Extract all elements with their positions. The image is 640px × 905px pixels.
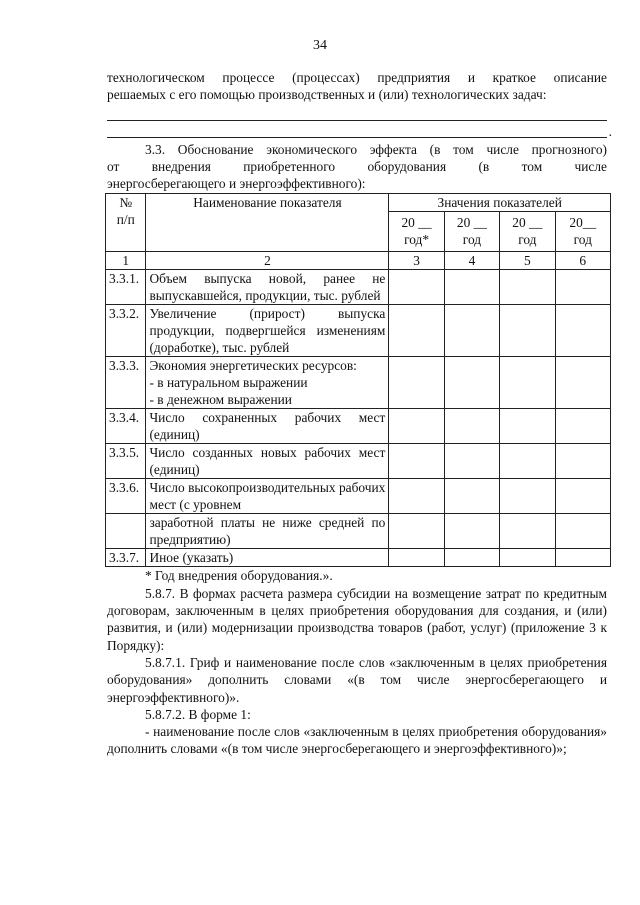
value-cell: [389, 305, 444, 357]
document-body: [107, 69, 607, 758]
fill-in-line-1: [107, 104, 607, 121]
value-cell: [444, 444, 499, 479]
row-indicator-name-line: Экономия энергетических ресурсов:: [149, 358, 357, 374]
value-cell: [500, 409, 555, 444]
page-number: 34: [313, 38, 327, 53]
value-cell: [444, 305, 499, 357]
value-cell: [389, 549, 444, 567]
value-cell: [444, 357, 499, 409]
value-cell: [444, 409, 499, 444]
value-cell: [555, 357, 610, 409]
row-indicator-name: Число сохраненных рабочих мест (единиц): [146, 409, 389, 444]
row-number: 3.3.7.: [106, 549, 146, 567]
row-indicator-name: [146, 357, 389, 409]
row-indicator-name: Иное (указать): [146, 549, 389, 567]
indicators-table: [105, 193, 611, 567]
table-row: [106, 270, 611, 305]
value-cell: [555, 479, 610, 514]
table-row: [106, 357, 611, 409]
value-cell: [555, 270, 610, 305]
row-number: 3.3.3.: [106, 357, 146, 409]
value-cell: [500, 357, 555, 409]
paragraph-5-8-7: 5.8.7. В формах расчета размера субсидии на возмещение затрат по кредитным договорам, заключенным в целях приобретения оборудования для создания, и (или) развития, и (или) модернизации производства товаров (работ, услуг) (приложение 3 к Порядку):: [107, 585, 607, 653]
section-heading-line-3: энергосберегающего и энергоэффективного):: [107, 176, 366, 192]
value-cell: [555, 444, 610, 479]
row-indicator-name: Увеличение (прирост) выпуска продукции, подвергшейся изменениям (доработке), тыс. рублей: [146, 305, 389, 357]
row-number: [106, 514, 146, 549]
value-cell: [389, 514, 444, 549]
value-cell: [500, 270, 555, 305]
table-footnote: * Год внедрения оборудования.».: [145, 568, 333, 584]
row-indicator-name: заработной платы не ниже средней по предприятию): [146, 514, 389, 549]
value-cell: [500, 514, 555, 549]
value-cell: [444, 549, 499, 567]
header-year: 20__ год: [555, 212, 610, 252]
row-indicator-name: Объем выпуска новой, ранее не выпускавшейся, продукции, тыс. рублей: [146, 270, 389, 305]
section-heading-line-2: от внедрения приобретенного оборудования (в том числе: [107, 158, 607, 174]
column-number: 6: [555, 252, 610, 270]
fill-in-line-2: [107, 121, 607, 138]
header-indicator-name: Наименование показателя: [146, 194, 389, 252]
paragraph-5-8-7-2: 5.8.7.2. В форме 1:: [145, 706, 251, 722]
value-cell: [555, 514, 610, 549]
value-cell: [389, 270, 444, 305]
value-cell: [444, 479, 499, 514]
column-number: 4: [444, 252, 499, 270]
value-cell: [555, 305, 610, 357]
section-heading-line-1: 3.3. Обоснование экономического эффекта (в том числе прогнозного): [145, 141, 607, 157]
row-indicator-name: Число созданных новых рабочих мест (единиц): [146, 444, 389, 479]
table-column-numbers-row: [106, 252, 611, 270]
table-row: [106, 305, 611, 357]
value-cell: [444, 270, 499, 305]
value-cell: [389, 479, 444, 514]
row-number: 3.3.5.: [106, 444, 146, 479]
value-cell: [389, 409, 444, 444]
value-cell: [500, 549, 555, 567]
column-number: 5: [500, 252, 555, 270]
header-year: 20 __ год: [444, 212, 499, 252]
intro-line-2: решаемых с его помощью производственных и (или) технологических задач:: [107, 87, 547, 103]
table-row: [106, 409, 611, 444]
value-cell: [500, 444, 555, 479]
row-indicator-name-line: - в натуральном выражении: [149, 375, 308, 391]
value-cell: [389, 357, 444, 409]
header-values: Значения показателей: [389, 194, 611, 212]
intro-line-1: технологическом процессе (процессах) предприятия и краткое описание: [107, 70, 607, 85]
column-number: 3: [389, 252, 444, 270]
table-row: [106, 514, 611, 549]
row-number: 3.3.6.: [106, 479, 146, 514]
row-indicator-name-line: - в денежном выражении: [149, 392, 292, 408]
row-indicator-name: Число высокопроизводительных рабочих мест (с уровнем: [146, 479, 389, 514]
paragraph-bullet: - наименование после слов «заключенным в целях приобретения оборудования» дополнить словами «(в том числе энергосберегающего и энергоэффективного)»;: [107, 724, 607, 757]
row-number: 3.3.1.: [106, 270, 146, 305]
column-number: 1: [106, 252, 146, 270]
value-cell: [500, 479, 555, 514]
value-cell: [555, 409, 610, 444]
value-cell: [444, 514, 499, 549]
value-cell: [555, 549, 610, 567]
paragraph-5-8-7-1: 5.8.7.1. Гриф и наименование после слов «заключенным в целях приобретения оборудования» дополнить словами «(в том числе энергосберегающего и энергоэффективного)».: [107, 654, 607, 705]
value-cell: [389, 444, 444, 479]
header-year: 20 __ год*: [389, 212, 444, 252]
column-number: 2: [146, 252, 389, 270]
table-header-row: [106, 194, 611, 212]
row-number: 3.3.4.: [106, 409, 146, 444]
row-number: 3.3.2.: [106, 305, 146, 357]
table-row: [106, 479, 611, 514]
table-row: [106, 444, 611, 479]
header-number: № п/п: [106, 194, 146, 252]
header-year: 20 __ год: [500, 212, 555, 252]
table-row: [106, 549, 611, 567]
value-cell: [500, 305, 555, 357]
